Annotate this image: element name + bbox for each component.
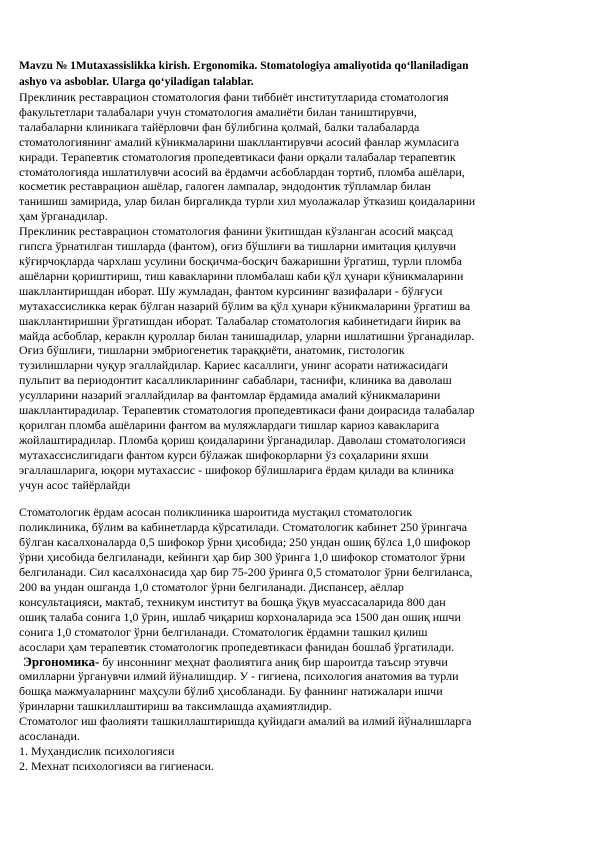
text-line: мутахассислигидаги фантом курси бўлажак шифокорларни ўз соҳаларини яхши — [19, 447, 429, 462]
text-line: бўлган касалхоналарда 0,5 шифокор ўрни ҳисобида; 250 ундан ошиқ бўлса 1,0 шифокор — [19, 535, 471, 550]
text-line: кўғирчоқларда чархлаш усулини босқичма-босқич бажаришни ўргатиш, турли пломба — [19, 253, 462, 268]
text-line: консультацияси, мактаб, техникум институт ва бошқа ўқув муассасаларида 800 дан — [19, 594, 446, 609]
lesson-title — [19, 58, 579, 90]
text-line: шакллантиришдан иборат. Шу жумладан, фантом курсининг вазифалари - бўлғуси — [19, 283, 443, 298]
text-line: талабаларни клиникага тайёрловчи фан бўлибгина қолмай, балки талабаларда — [19, 119, 420, 134]
text-line: Преклиник реставрацион стоматология фанини ўкитишдан кўзланган асосий мақсад — [19, 224, 453, 239]
text-line: шакллантирадилар. Терапевтик стоматология пропедевтикаси фани доирасида талабалар — [19, 403, 475, 418]
list-item: 2. Мехнат психологияси ва гигиенаси. — [19, 758, 214, 773]
text-line: киради. Терапевтик стоматология пропедевтикаси фани орқали талабалар терапевтик — [19, 149, 456, 164]
text-line: 200 ва ундан ошганда 1,0 стоматолог ўрни белгиланади. Диспансер, аёллар — [19, 580, 404, 594]
text-line: мутахассисликка керак бўлган назарий бўлим ва қўл ҳунари кўникмаларини ўргатиш ва — [19, 298, 471, 313]
text-line: стоматологиянинг амалий кўникмаларини шакллантирувчи асосий фанлар жумласига — [19, 134, 460, 149]
text-line: усулларини назарий эгаллайдилар ва фантомлар ёрдамида амалий кўникмаларини — [19, 388, 441, 403]
text-line: учун асос тайёрлайди — [19, 477, 131, 492]
text-line: танишиш замирида, улар билан биргаликда турли хил муолажалар ўтказиш қоидаларини — [19, 194, 476, 209]
ergonomics-heading: Эргономика- — [23, 653, 100, 669]
text-line: жойлаштирадилар. Пломба қориш қоидаларини ўрганадилар. Даволаш стоматологияси — [19, 432, 466, 447]
document-body — [19, 58, 579, 774]
ergonomics-first-line — [19, 655, 579, 670]
text-line: Оғиз бўшлиғи, тишларни эмбриогенетик тараққиёти, анатомик, гистологик — [19, 343, 405, 358]
text-line: асослари ҳам терапевтик стоматологик пропедевтикаси фанидан бошлаб ўргатилади. — [19, 639, 455, 654]
text-line: асосланади. — [19, 729, 80, 744]
ergonomics-definition: бу инсоннинг меҳнат фаолиятига аниқ бир шароитда таъсир этувчи — [99, 654, 448, 669]
text-line: факультетлари талабалари учун стоматология амалиёти билан таништирувчи, — [19, 104, 417, 119]
text-line: поликлиника, бўлим ва кабинетларда кўрсатилади. Стоматологик кабинет 250 ўрингача — [19, 520, 468, 535]
text-line: гипсга ўрнатилган тишларда (фантом), оғиз бўшлиғи ва тишларни имитация қилувчи — [19, 239, 457, 254]
text-line: бошқа мажмуаларнинг маҳсули бўлиб ҳисобланади. Бу фаннинг натижалари ишчи — [19, 684, 443, 699]
text-line: эгаллашларига, юқори мутахассис - шифокор бўлишларига ёрдам қилади ва клиника — [19, 462, 454, 477]
text-line: Стоматологик ёрдам асосан поликлиника шароитида мустақил стоматологик — [19, 505, 413, 520]
text-line: пульпит ва периодонтит касалликларининг сабаблари, таснифи, клиника ва даволаш — [19, 373, 452, 388]
text-line: ўринларни ташкиллаштириш ва таксимлашда аҳамиятлидир. — [19, 699, 332, 714]
paragraph-ergonomics — [19, 655, 579, 744]
text-line: тузилишларни чуқур эгаллайдилар. Кариес касаллиги, унинг асорати натижасидаги — [19, 358, 448, 373]
text-line: ашёларни қориштириш, тиш кавакларини пломбалаш каби қўл ҳунари кўникмаларини — [19, 268, 464, 283]
text-line: стоматологияда ишлатилувчи асосий ва ёрдамчи асбоблардан тортиб, пломба ашёлари, — [19, 164, 465, 179]
numbered-list — [19, 744, 579, 774]
paragraph-goal — [19, 224, 579, 492]
text-line: омилларни ўрганувчи илмий йўналишдир. У - гигиена, психология анатомия ва турли — [19, 669, 459, 684]
list-item: 1. Муҳандислик психологияси — [19, 743, 175, 758]
text-line: шакллантиришни ўргатишдан иборат. Талабалар стоматология кабинетидаги йирик ва — [19, 313, 461, 328]
text-line: Стоматолог иш фаолияти ташкиллаштиришда қуйидаги амалий ва илмий йўналишларга — [19, 714, 472, 729]
text-line: сонига 1,0 стоматолог ўрни белгиланади. Стоматологик ёрдамни ташкил қилиш — [19, 624, 428, 639]
paragraph-intro — [19, 90, 579, 224]
text-line: ҳам ўрганадилар. — [19, 209, 108, 224]
title-line: ashyo va asboblar. Ularga qo‘yiladigan talablar. — [19, 76, 254, 88]
text-line: белгиланади. Сил касалхонасида ҳар бир 75-200 ўринга 0,5 стоматолог ўрни белгиланса, — [19, 565, 473, 580]
text-line: ўрни ҳисобида белгиланади, кейинги ҳар бир 300 ўринга 1,0 шифокор стоматолог ўрни — [19, 550, 466, 565]
text-line: ошиқ талаба сонига 1,0 ўрин, ишлаб чиқариш корхоналарида эса 1500 дан ошиқ ишчи — [19, 609, 461, 624]
text-line: майда асбоблар, кераклн қуроллар билан танишадилар, уларни ишлатишни ўрганадилар. — [19, 328, 475, 343]
text-line: қорилган пломба ашёларини фантом ва муляжлардаги тишлар кариоз кавакларига — [19, 417, 440, 432]
title-line: Mavzu № 1Mutaxassislikka kirish. Ergonomika. Stomatologiya amaliyotida qo‘llaniladigan — [19, 60, 469, 72]
paragraph-spacer — [19, 492, 579, 505]
text-line: косметик реставрацион ашёлар, галоген лампалар, эндодонтик тўпламлар билан — [19, 179, 431, 194]
paragraph-dental-care — [19, 505, 579, 654]
text-line: Преклиник реставрацион стоматология фани тиббиёт институтларида стоматология — [19, 90, 449, 104]
